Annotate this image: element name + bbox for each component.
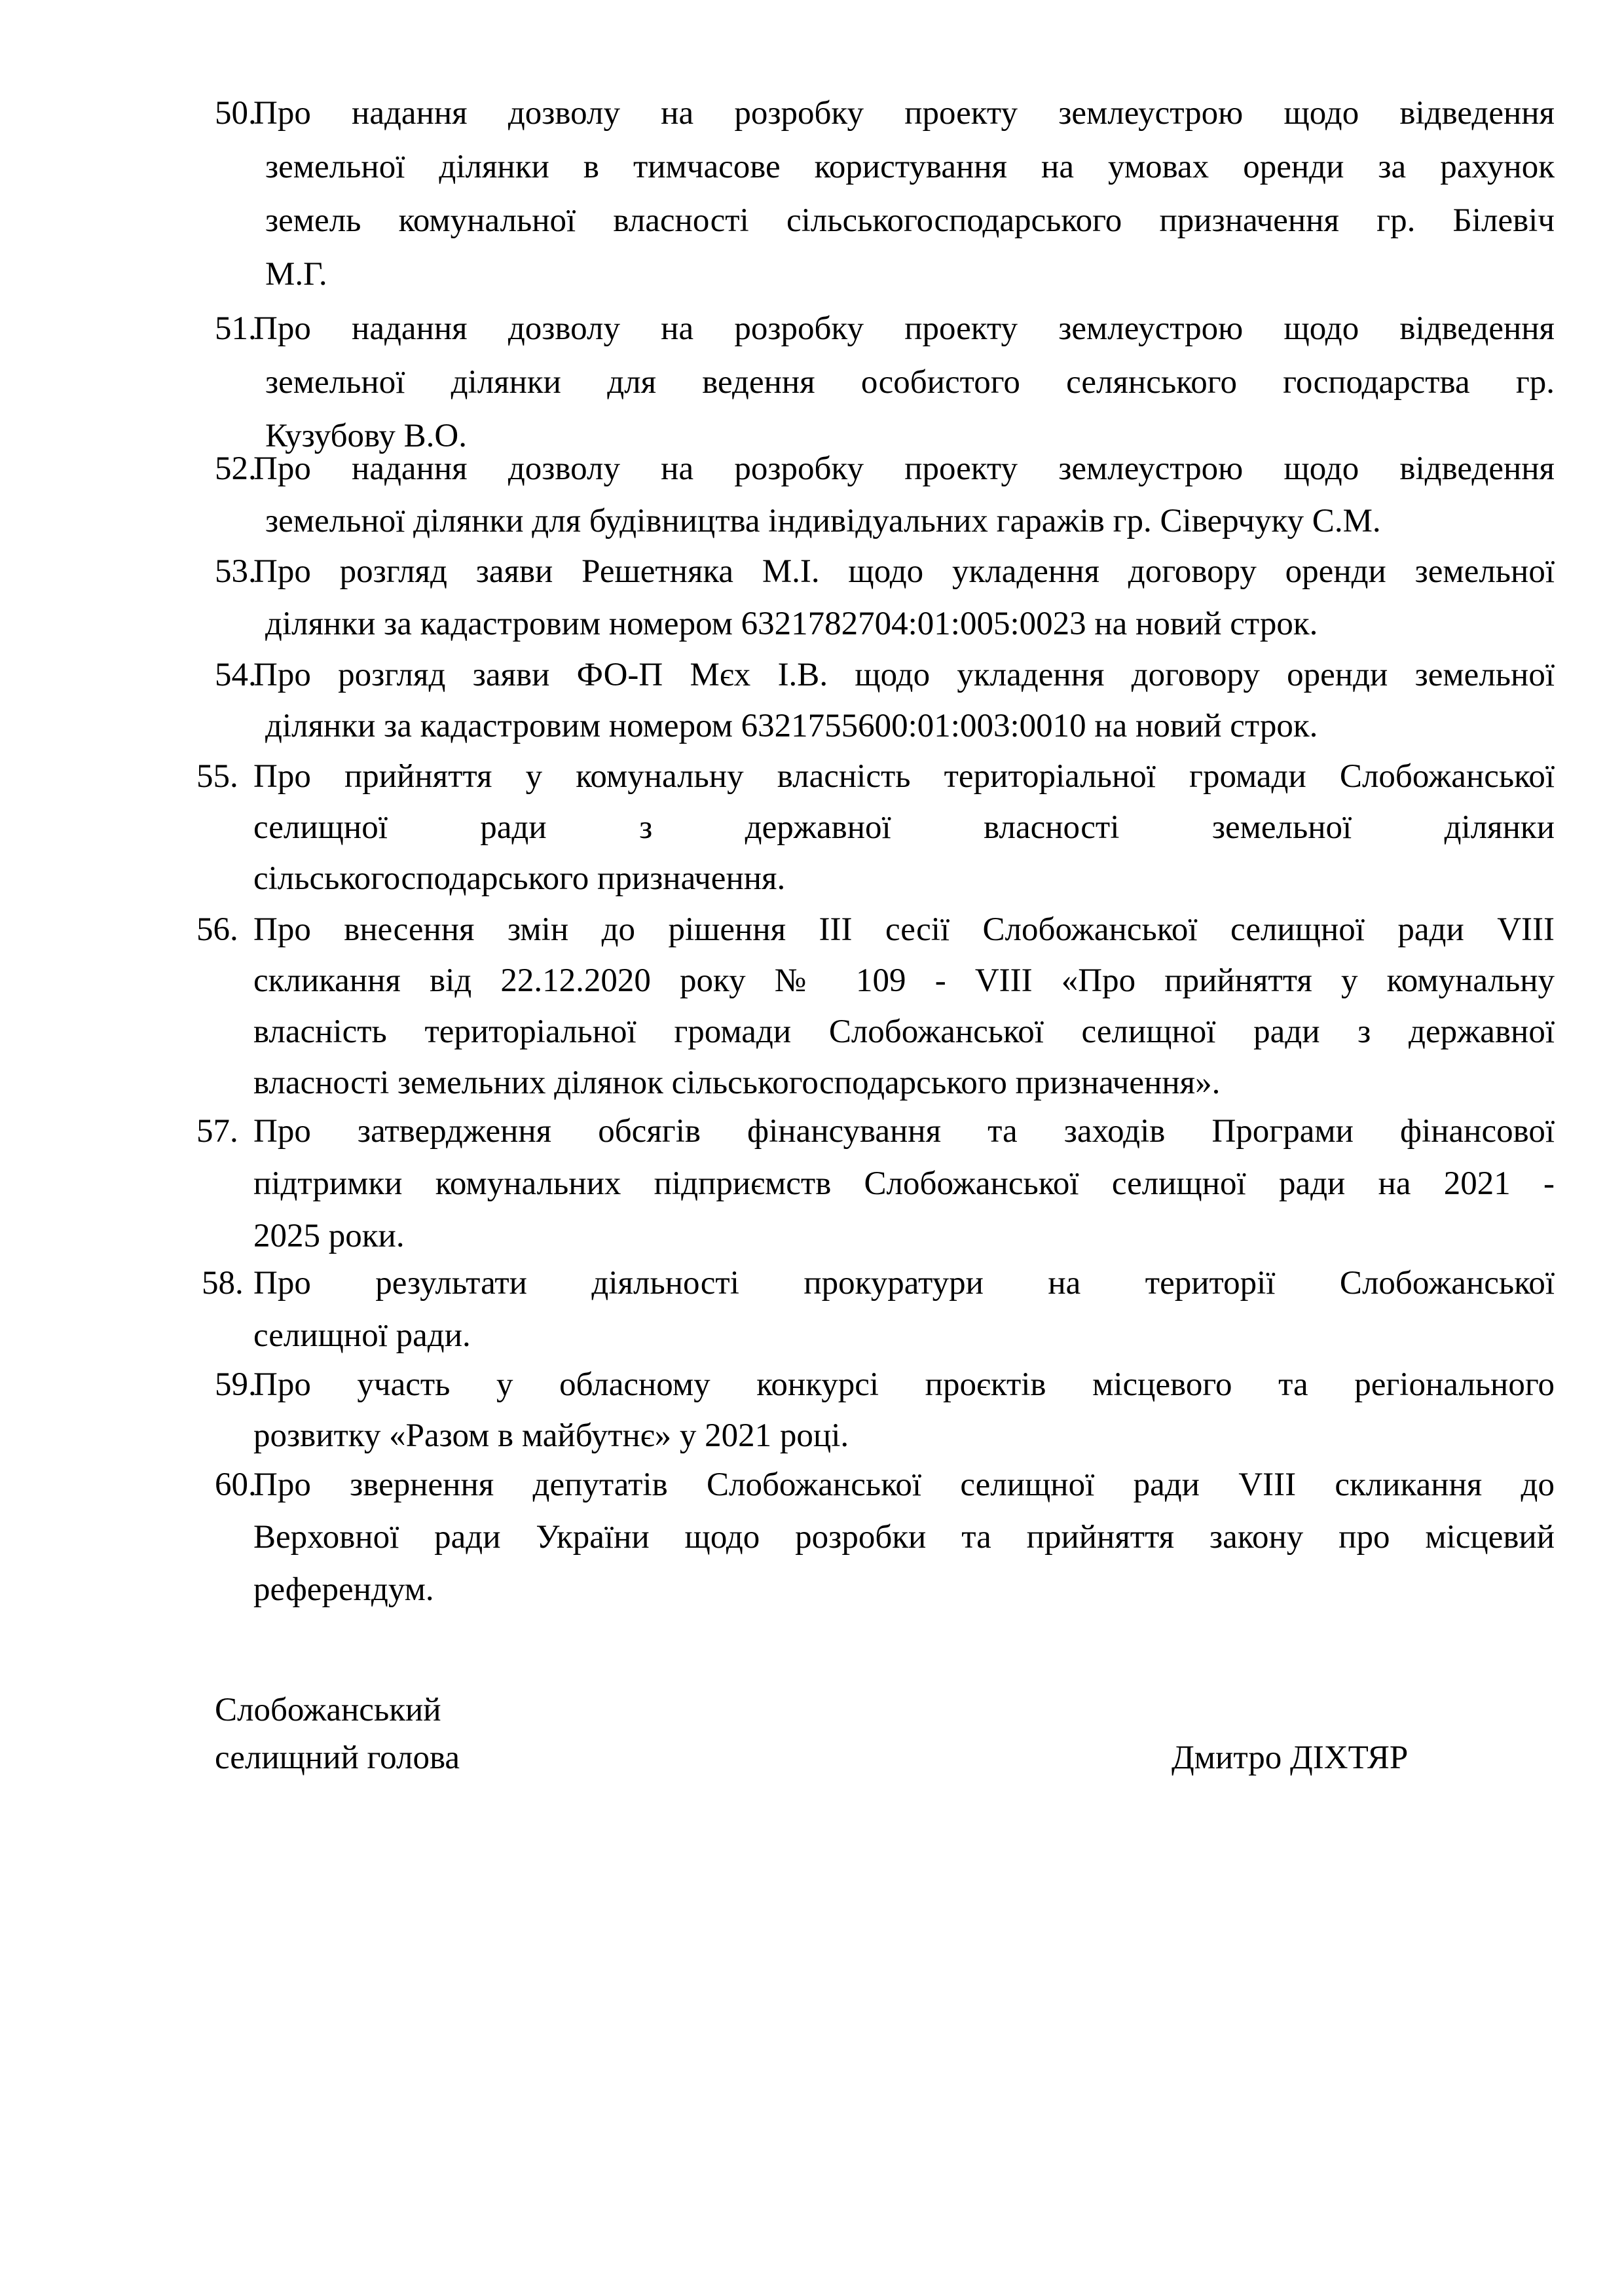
item-text-line: 2025 роки. (253, 1218, 405, 1254)
item-text-line: Про надання дозволу на розробку проекту землеустрою щодо відведення (253, 310, 1555, 347)
item-text-line: власність територіальної громади Слобожанської селищної ради з державної (253, 1013, 1555, 1050)
item-text-line: підтримки комунальних підприємств Слобожанської селищної ради на 2021 - (253, 1165, 1555, 1202)
item-text-line: Про надання дозволу на розробку проекту землеустрою щодо відведення (253, 450, 1555, 487)
item-number: 56. (196, 911, 238, 948)
item-text-line: Про розгляд заяви ФО-П Мєх І.В. щодо укладення договору оренди земельної (253, 657, 1555, 693)
item-text-line: Про розгляд заяви Решетняка М.І. щодо укладення договору оренди земельної (253, 553, 1555, 590)
signature-name: Дмитро ДІХТЯР (1172, 1740, 1409, 1776)
item-text-line: селищної ради з державної власності земельної ділянки (253, 809, 1555, 846)
item-text-line: земельної ділянки в тимчасове користування на умовах оренди за рахунок (265, 149, 1555, 185)
item-text-line: М.Г. (265, 256, 327, 293)
item-text-line: ділянки за кадастровим номером 6321755600:01:003:0010 на новий строк. (265, 708, 1318, 744)
item-text-line: скликання від 22.12.2020 року № 109 - VIII «Про прийняття у комунальну (253, 962, 1555, 999)
item-text-line: Про затвердження обсягів фінансування та заходів Програми фінансової (253, 1113, 1555, 1150)
item-number: 52. (215, 450, 257, 487)
item-text-line: земельної ділянки для будівництва індивідуальних гаражів гр. Сіверчуку С.М. (265, 503, 1381, 539)
item-text-line: Про участь у обласному конкурсі проєктів місцевого та регіонального (253, 1366, 1555, 1403)
item-number: 53. (215, 553, 257, 590)
item-number: 59. (215, 1366, 257, 1403)
item-text-line: Про надання дозволу на розробку проекту землеустрою щодо відведення (253, 95, 1555, 132)
item-number: 51. (215, 310, 257, 347)
item-number: 55. (196, 758, 238, 795)
item-text-line: референдум. (253, 1571, 434, 1608)
signature-title-line1: Слобожанський (215, 1692, 441, 1728)
item-text-line: Про внесення змін до рішення ІІІ сесії Слобожанської селищної ради VIII (253, 911, 1555, 948)
item-number: 54. (215, 657, 257, 693)
item-text-line: земель комунальної власності сільськогосподарського призначення гр. Білевіч (265, 202, 1555, 239)
item-number: 50. (215, 95, 257, 132)
item-text-line: розвитку «Разом в майбутнє» у 2021 році. (253, 1417, 849, 1454)
item-text-line: Про результати діяльності прокуратури на території Слобожанської (253, 1265, 1555, 1302)
signature-title-line2: селищний голова (215, 1740, 460, 1776)
item-text-line: Кузубову В.О. (265, 418, 467, 454)
item-text-line: Про звернення депутатів Слобожанської селищної ради VIII скликання до (253, 1467, 1555, 1503)
item-text-line: сільськогосподарського призначення. (253, 860, 786, 897)
item-text-line: ділянки за кадастровим номером 6321782704:01:005:0023 на новий строк. (265, 606, 1318, 642)
item-text-line: Про прийняття у комунальну власність територіальної громади Слобожанської (253, 758, 1555, 795)
item-text-line: власності земельних ділянок сільськогосподарського призначення». (253, 1065, 1221, 1101)
item-number: 57. (196, 1113, 238, 1150)
item-number: 58. (202, 1265, 244, 1302)
item-number: 60. (215, 1467, 257, 1503)
item-text-line: селищної ради. (253, 1317, 471, 1354)
item-text-line: Верховної ради України щодо розробки та прийняття закону про місцевий (253, 1519, 1555, 1556)
item-text-line: земельної ділянки для ведення особистого селянського господарства гр. (265, 364, 1555, 401)
